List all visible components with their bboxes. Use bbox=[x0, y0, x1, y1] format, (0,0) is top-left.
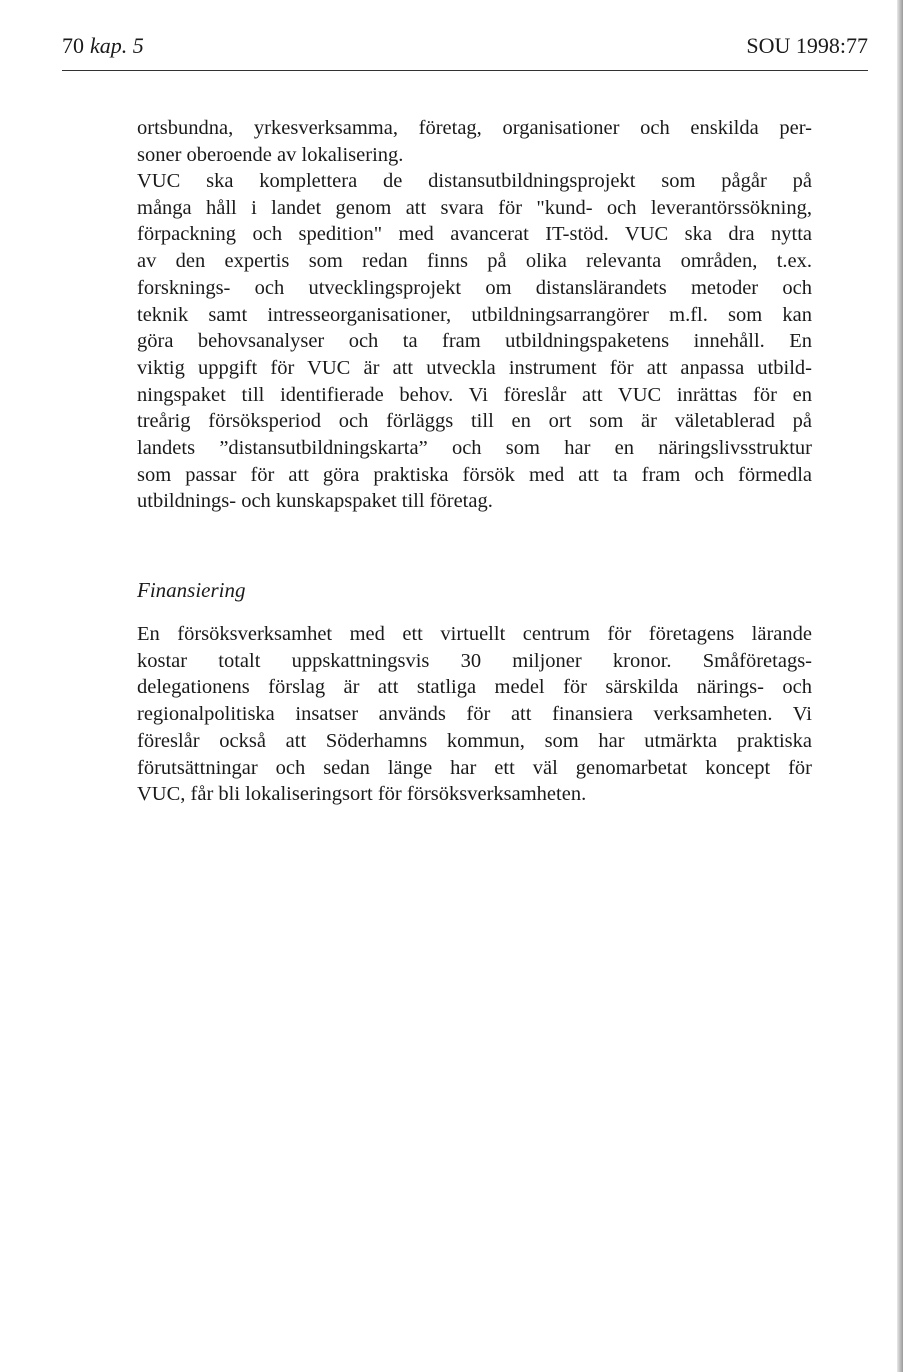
text-line: utbildnings- och kunskapspaket till företag. bbox=[137, 490, 493, 513]
text-line: VUC ska komplettera de distansutbildningsprojekt som pågår på bbox=[137, 170, 812, 192]
text-line: göra behovsanalyser och ta fram utbildningspaketens innehåll. En bbox=[137, 330, 812, 353]
section-heading: Finansiering bbox=[137, 578, 246, 602]
text-line: treårig försöksperiod och förläggs till en ort som är väletablerad på bbox=[137, 410, 812, 433]
chapter-label: kap. 5 bbox=[90, 33, 144, 58]
text-line: forsknings- och utvecklingsprojekt om distanslärandets metoder och bbox=[137, 276, 812, 299]
text-line: ortsbundna, yrkesverksamma, företag, organisationer och enskilda per- bbox=[137, 117, 812, 139]
paragraph-2 bbox=[137, 168, 812, 515]
text-line: föreslår också att Söderhamns kommun, som har utmärkta praktiska bbox=[137, 729, 812, 752]
text-line: landets ”distansutbildningskarta” och som har en näringslivsstruktur bbox=[137, 437, 812, 460]
text-line: teknik samt intresseorganisationer, utbildningsarrangörer m.fl. som kan bbox=[137, 303, 812, 326]
text-line: många håll i landet genom att svara för "kund- och leverantörssökning, bbox=[137, 196, 812, 219]
header-rule bbox=[62, 70, 868, 71]
text-line: kostar totalt uppskattningsvis 30 miljoner kronor. Småföretags- bbox=[137, 649, 812, 672]
text-line: förutsättningar och sedan länge har ett väl genomarbetat koncept för bbox=[137, 756, 812, 779]
text-line: VUC, får bli lokaliseringsort för försöksverksamheten. bbox=[137, 783, 587, 806]
text-line: av den expertis som redan finns på olika relevanta områden, t.ex. bbox=[137, 250, 812, 273]
document-id: SOU 1998:77 bbox=[746, 33, 868, 58]
text-line: viktig uppgift för VUC är att utveckla instrument för att anpassa utbild- bbox=[137, 356, 812, 379]
text-line: regionalpolitiska insatser används för att finansiera verksamheten. Vi bbox=[137, 703, 812, 726]
text-line: En försöksverksamhet med ett virtuellt centrum för företagens lärande bbox=[137, 623, 812, 645]
text-line: ningspaket till identifierade behov. Vi föreslår att VUC inrättas för en bbox=[137, 383, 812, 406]
text-line: förpackning och spedition" med avancerat IT-stöd. VUC ska dra nytta bbox=[137, 223, 812, 246]
page-number: 70 bbox=[62, 33, 84, 58]
running-header bbox=[62, 30, 868, 62]
paragraph-1 bbox=[137, 115, 812, 168]
text-line: som passar för att göra praktiska försök med att ta fram och förmedla bbox=[137, 463, 812, 486]
page-edge-shadow bbox=[897, 0, 903, 1372]
paragraph-3 bbox=[137, 621, 812, 808]
header-left bbox=[62, 30, 144, 62]
text-line: delegationens förslag är att statliga medel för särskilda närings- och bbox=[137, 676, 812, 699]
text-line: soner oberoende av lokalisering. bbox=[137, 143, 404, 166]
